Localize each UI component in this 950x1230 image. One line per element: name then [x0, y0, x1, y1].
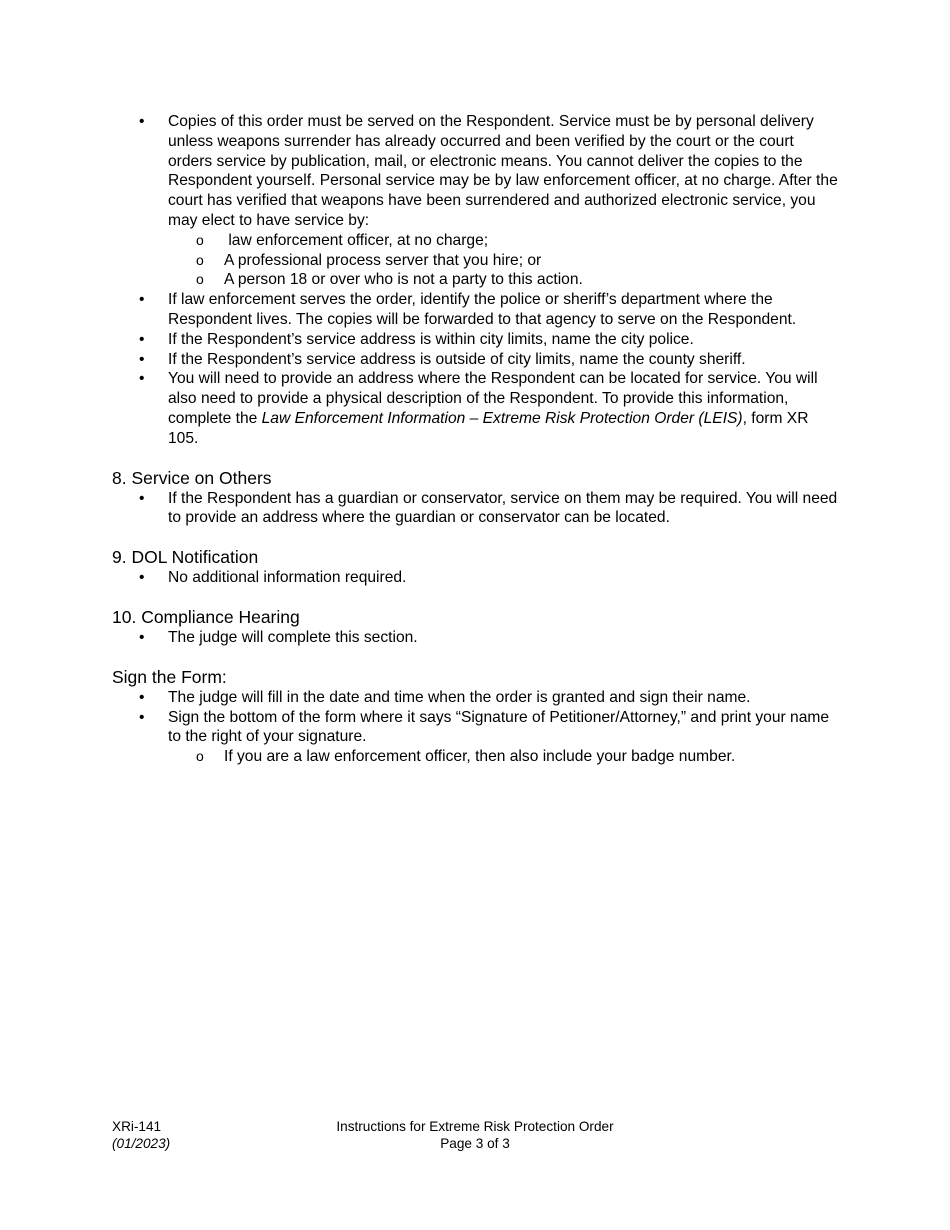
list-item: • The judge will complete this section. — [112, 628, 842, 648]
section-heading-dol-notification: 9. DOL Notification — [112, 547, 259, 568]
service-options-list — [168, 231, 842, 290]
list-item — [112, 112, 842, 290]
page-content — [112, 112, 842, 767]
form-date: (01/2023) — [112, 1136, 171, 1151]
sub-list-item: o A person 18 or over who is not a party to this action. — [168, 270, 842, 290]
section-heading-service-on-others: 8. Service on Others — [112, 467, 272, 488]
bullet-text: Copies of this order must be served on the Respondent. Service must be by personal delivery unless weapons surrender has already occurred and been verified by the court or the court orders service by publication, mail, or electronic means. You cannot deliver the copies to the Respondent yourself. Personal service may be by law enforcement officer, at no charge. After the court has verified that weapons have been surrendered and authorized electronic service, you may elect to have service by: — [168, 113, 838, 229]
section8-bullet-list — [112, 489, 842, 529]
list-item: • The judge will fill in the date and time when the order is granted and sign their name. — [112, 688, 842, 708]
sub-list-item: o law enforcement officer, at no charge; — [168, 231, 842, 251]
sign-bullet-list — [112, 688, 842, 767]
sub-list-item: o A professional process server that you hire; or — [168, 251, 842, 271]
footer-title-block — [300, 1118, 650, 1152]
page-number: Page 3 of 3 — [440, 1136, 510, 1151]
list-item: • If the Respondent has a guardian or conservator, service on them may be required. You will need to provide an address where the guardian or conservator can be located. — [112, 489, 842, 529]
section10-bullet-list — [112, 628, 842, 648]
footer-form-info — [112, 1118, 170, 1152]
sign-sub-list — [168, 747, 842, 767]
list-item: • No additional information required. — [112, 568, 842, 588]
form-title: Instructions for Extreme Risk Protection Order — [336, 1119, 614, 1134]
list-item: • If the Respondent’s service address is within city limits, name the city police. — [112, 330, 842, 350]
sub-list-item: o If you are a law enforcement officer, then also include your badge number. — [168, 747, 842, 767]
section-heading-sign-the-form: Sign the Form: — [112, 666, 227, 687]
service-bullet-list — [112, 112, 842, 449]
list-item: • If law enforcement serves the order, identify the police or sheriff’s department where the Respondent lives. The copies will be forwarded to that agency to serve on the Respondent. — [112, 290, 842, 330]
section-heading-compliance-hearing: 10. Compliance Hearing — [112, 606, 300, 627]
list-item: • If the Respondent’s service address is outside of city limits, name the county sheriff. — [112, 350, 842, 370]
list-item: • You will need to provide an address where the Respondent can be located for service. You will also need to provide a physical description of the Respondent. To provide this information, complete the Law Enforcement Information – Extreme Risk Protection Order (LEIS), form XR 105. — [112, 369, 842, 448]
form-reference: Law Enforcement Information – Extreme Risk Protection Order (LEIS) — [261, 409, 743, 427]
section9-bullet-list — [112, 568, 842, 588]
form-number: XRi-141 — [112, 1119, 162, 1134]
list-item: • Sign the bottom of the form where it says “Signature of Petitioner/Attorney,” and print your name to the right of your signature. o If you are a law enforcement officer, then also include your badge number. — [112, 708, 842, 767]
